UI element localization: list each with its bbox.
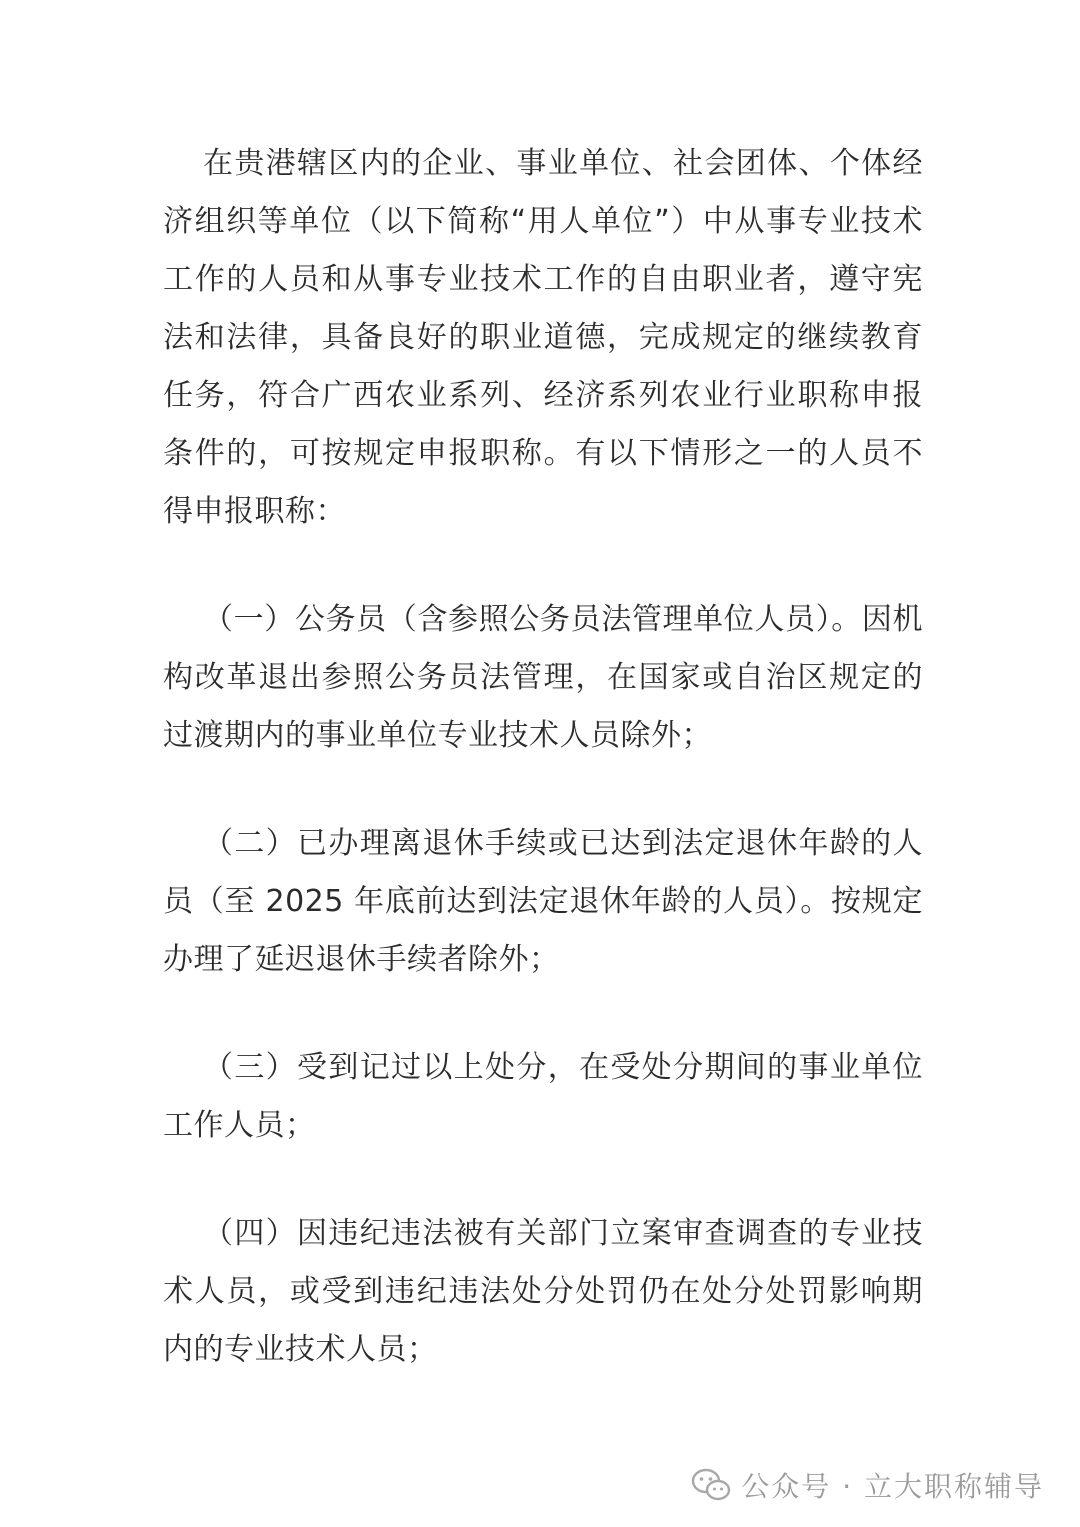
clause-1-paragraph: （一）公务员（含参照公务员法管理单位人员）。因机构改革退出参照公务员法管理，在国家或自治区规定的过渡期内的事业单位专业技术人员除外； [163, 602, 923, 753]
document-body [163, 135, 923, 1379]
clause-2-paragraph: （二）已办理离退休手续或已达到法定退休年龄的人员（至 2025 年底前达到法定退休年龄的人员）。按规定办理了延迟退休手续者除外； [163, 826, 923, 977]
intro-paragraph: 在贵港辖区内的企业、事业单位、社会团体、个体经济组织等单位（以下简称“用人单位”）中从事专业技术工作的人员和从事专业技术工作的自由职业者，遵守宪法和法律，具备良好的职业道德，完成规定的继续教育任务，符合广西农业系列、经济系列农业行业职称申报条件的，可按规定申报职称。有以下情形之一的人员不得申报职称： [163, 146, 923, 529]
clause-4-paragraph: （四）因违纪违法被有关部门立案审查调查的专业技术人员，或受到违纪违法处分处罚仍在处分处罚影响期内的专业技术人员； [163, 1216, 923, 1367]
clause-3-paragraph: （三）受到记过以上处分，在受处分期间的事业单位工作人员； [163, 1050, 923, 1143]
watermark-text: 公众号 · 立大职称辅导 [741, 1470, 1044, 1503]
wechat-icon [691, 1468, 731, 1502]
wechat-watermark [691, 1465, 1044, 1505]
